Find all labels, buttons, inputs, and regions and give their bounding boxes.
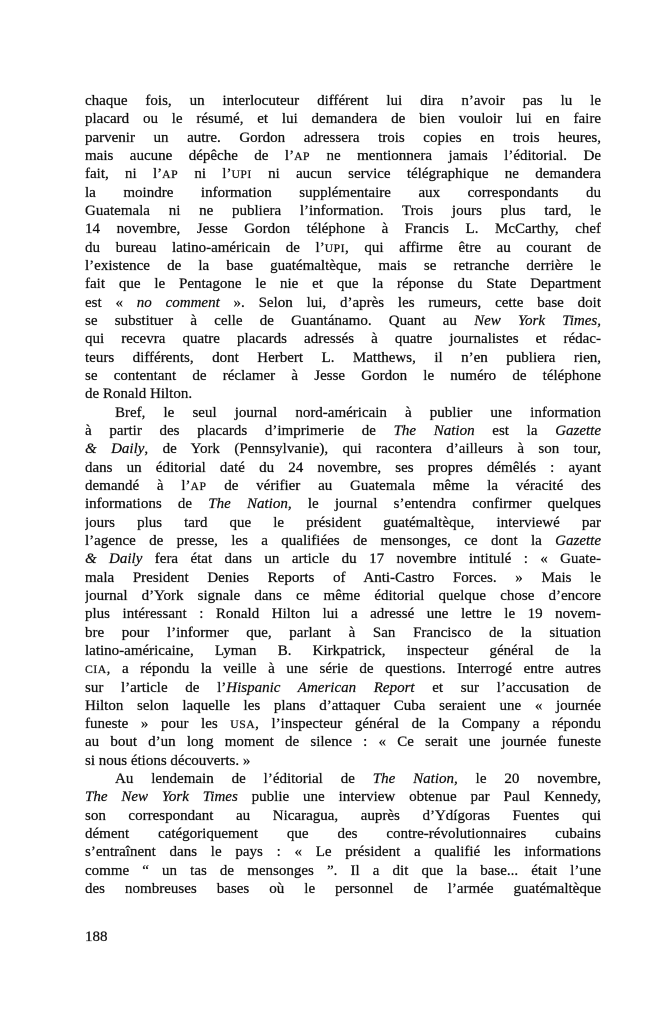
text-line [85, 752, 601, 770]
text-segment: Au lendemain de l’éditorial de [115, 771, 373, 788]
text-line [85, 239, 601, 257]
text-segment: qui recevra quatre placards adressés à quatre journalistes et rédac- [85, 331, 601, 348]
text-segment: ni l’ [178, 166, 232, 183]
text-segment: , de York (Pennsylvanie), qui racontera d’ailleurs à son tour, [144, 441, 601, 458]
text-segment: au bout d’un long moment de silence : « Ce serait une journée funeste [85, 734, 601, 751]
text-segment: Bref, le seul journal nord-américain à publier une information [115, 404, 601, 421]
italic-text: The New York Times [85, 789, 238, 806]
italic-text: Hispanic American Report [226, 679, 415, 696]
text-segment: si nous étions découverts. » [85, 752, 251, 769]
text-segment: l’existence de la base guatémaltèque, mais se retranche derrière le [85, 257, 601, 274]
text-segment: des nombreuses bases où le personnel de l’armée guatémaltèque [85, 881, 601, 898]
text-segment: à partir des placards d’imprimerie de [85, 422, 394, 439]
text-line [85, 440, 601, 458]
text-segment: fera état dans un article du 17 novembre intitulé : « Guate- [142, 551, 601, 568]
text-segment: du bureau latino-américain de l’ [85, 239, 325, 256]
text-segment: fait que le Pentagone le nie et que la réponse du State Department [85, 276, 601, 293]
text-segment: l’agence de presse, les a qualifiées de mensonges, ce dont la [85, 532, 556, 549]
text-line [85, 422, 601, 440]
text-segment: 14 novembre, Jesse Gordon téléphone à Francis L. McCarthy, chef [85, 221, 601, 238]
italic-text: & Daily [85, 551, 143, 568]
italic-text: The Nation [393, 422, 475, 439]
small-caps-text: UPI [231, 168, 252, 182]
text-segment: parvenir un autre. Gordon adressera trois copies en trois heures, [85, 129, 601, 146]
text-line [85, 257, 601, 275]
text-segment: de vérifier au Guatemala même la véracité des [206, 477, 601, 494]
text-segment: le journal s’entendra confirmer quelques [291, 496, 601, 513]
text-segment: fait, ni l’ [85, 166, 163, 183]
text-segment: bre pour l’informer que, parlant à San Francisco de la situation [85, 624, 601, 641]
text-segment: ». Selon lui, d’après les rumeurs, cette base doit [219, 294, 601, 311]
text-segment: se substituer à celle de Guantánamo. Quant au [85, 312, 475, 329]
text-line [85, 147, 601, 165]
text-segment: dément catégoriquement que des contre-révolutionnaires cubains [85, 826, 601, 843]
text-line [85, 514, 601, 532]
text-line [85, 880, 601, 898]
text-segment: , l’inspecteur général de la Company a répondu [255, 716, 601, 733]
text-segment: funeste » pour les [85, 716, 231, 733]
small-caps-text: AP [190, 479, 207, 493]
text-line [85, 477, 601, 495]
text-segment: jours plus tard que le président guatémaltèque, interviewé par [85, 514, 601, 531]
text-line [85, 404, 601, 422]
text-line [85, 733, 601, 751]
text-line [85, 92, 601, 110]
text-line [85, 459, 601, 477]
text-segment: , qui affirme être au courant de [345, 239, 601, 256]
text-segment: Guatemala ni ne publiera l’information. Trois jours plus tard, le [85, 202, 601, 219]
text-line [85, 202, 601, 220]
page-number: 188 [85, 929, 108, 945]
text-segment: ne mentionnera jamais l’éditorial. De [310, 147, 601, 164]
text-line [85, 220, 601, 238]
italic-text: The Nation, [372, 771, 458, 788]
text-line [85, 624, 601, 642]
text-segment: publie une interview obtenue par Paul Kennedy, [237, 789, 601, 806]
small-caps-text: AP [162, 168, 179, 182]
text-segment: comme “ un tas de mensonges ”. Il a dit que la base... était l’une [85, 862, 601, 879]
text-line [85, 349, 601, 367]
text-line [85, 532, 601, 550]
text-segment: et sur l’accusation de [414, 679, 601, 696]
text-line [85, 294, 601, 312]
text-line [85, 129, 601, 147]
text-segment: s’entraînent dans le pays : « Le président a qualifié les informations [85, 844, 601, 861]
text-line [85, 550, 601, 568]
text-line [85, 788, 601, 806]
text-line [85, 807, 601, 825]
text-line [85, 679, 601, 697]
text-line [85, 587, 601, 605]
text-segment: ni aucun service télégraphique ne demandera [251, 166, 601, 183]
text-line [85, 825, 601, 843]
italic-text: Gazette [555, 532, 601, 549]
text-segment: chaque fois, un interlocuteur différent lui dira n’avoir pas lu le [85, 93, 601, 109]
italic-text: The Nation, [208, 496, 292, 513]
text-line [85, 495, 601, 513]
text-segment: est la [474, 422, 556, 439]
text-line [85, 605, 601, 623]
text-segment: le 20 novembre, [457, 771, 601, 788]
text-segment: demandé à l’ [85, 477, 191, 494]
text-segment: son correspondant au Nicaragua, auprès d’Ydígoras Fuentes qui [85, 807, 601, 824]
text-segment: plus intéressant : Ronald Hilton lui a adressé une lettre le 19 novem- [85, 606, 601, 623]
text-line [85, 862, 601, 880]
small-caps-text: AP [294, 149, 311, 163]
text-line [85, 642, 601, 660]
text-line [85, 660, 601, 678]
text-line [85, 843, 601, 861]
text-line [85, 184, 601, 202]
text-segment: placard ou le résumé, et lui demandera de bien vouloir lui en faire [85, 111, 601, 128]
small-caps-text: UPI [324, 241, 346, 255]
text-line [85, 110, 601, 128]
text-segment: teurs différents, dont Herbert L. Matthews, il n’en publiera rien, [85, 349, 601, 366]
text-segment: Hilton selon laquelle les plans d’attaquer Cuba seraient une « journée [85, 697, 601, 714]
small-caps-text: CIA [85, 663, 107, 677]
text-line [85, 697, 601, 715]
text-segment: sur l’article de l’ [85, 679, 227, 696]
text-segment: est « [85, 294, 137, 311]
text-segment: latino-américaine, Lyman B. Kirkpatrick, inspecteur général de la [85, 642, 601, 659]
text-segment: mais aucune dépêche de l’ [85, 147, 295, 164]
text-segment: , a répondu la veille à une série de questions. Interrogé entre autres [106, 661, 601, 678]
italic-text: Gazette [555, 422, 601, 439]
body-text [85, 92, 601, 898]
text-line [85, 569, 601, 587]
text-line [85, 312, 601, 330]
text-line [85, 275, 601, 293]
text-segment: la moindre information supplémentaire aux correspondants du [85, 184, 601, 201]
text-line [85, 367, 601, 385]
text-segment: mala President Denies Reports of Anti-Castro Forces. » Mais le [85, 569, 601, 586]
text-segment: dans un éditorial daté du 24 novembre, ses propres démêlés : ayant [85, 459, 601, 476]
small-caps-text: USA [230, 718, 256, 732]
text-line [85, 330, 601, 348]
text-line [85, 385, 601, 403]
italic-text: & Daily [85, 441, 145, 458]
text-segment: se contentant de réclamer à Jesse Gordon le numéro de téléphone [85, 367, 601, 384]
text-segment: de Ronald Hilton. [85, 386, 193, 403]
italic-text: New York Times, [474, 312, 601, 329]
text-segment: informations de [85, 496, 209, 513]
italic-text: no comment [136, 294, 220, 311]
text-line [85, 165, 601, 183]
text-line [85, 770, 601, 788]
text-line [85, 715, 601, 733]
text-segment: journal d’York signale dans ce même éditorial quelque chose d’encore [85, 587, 601, 604]
